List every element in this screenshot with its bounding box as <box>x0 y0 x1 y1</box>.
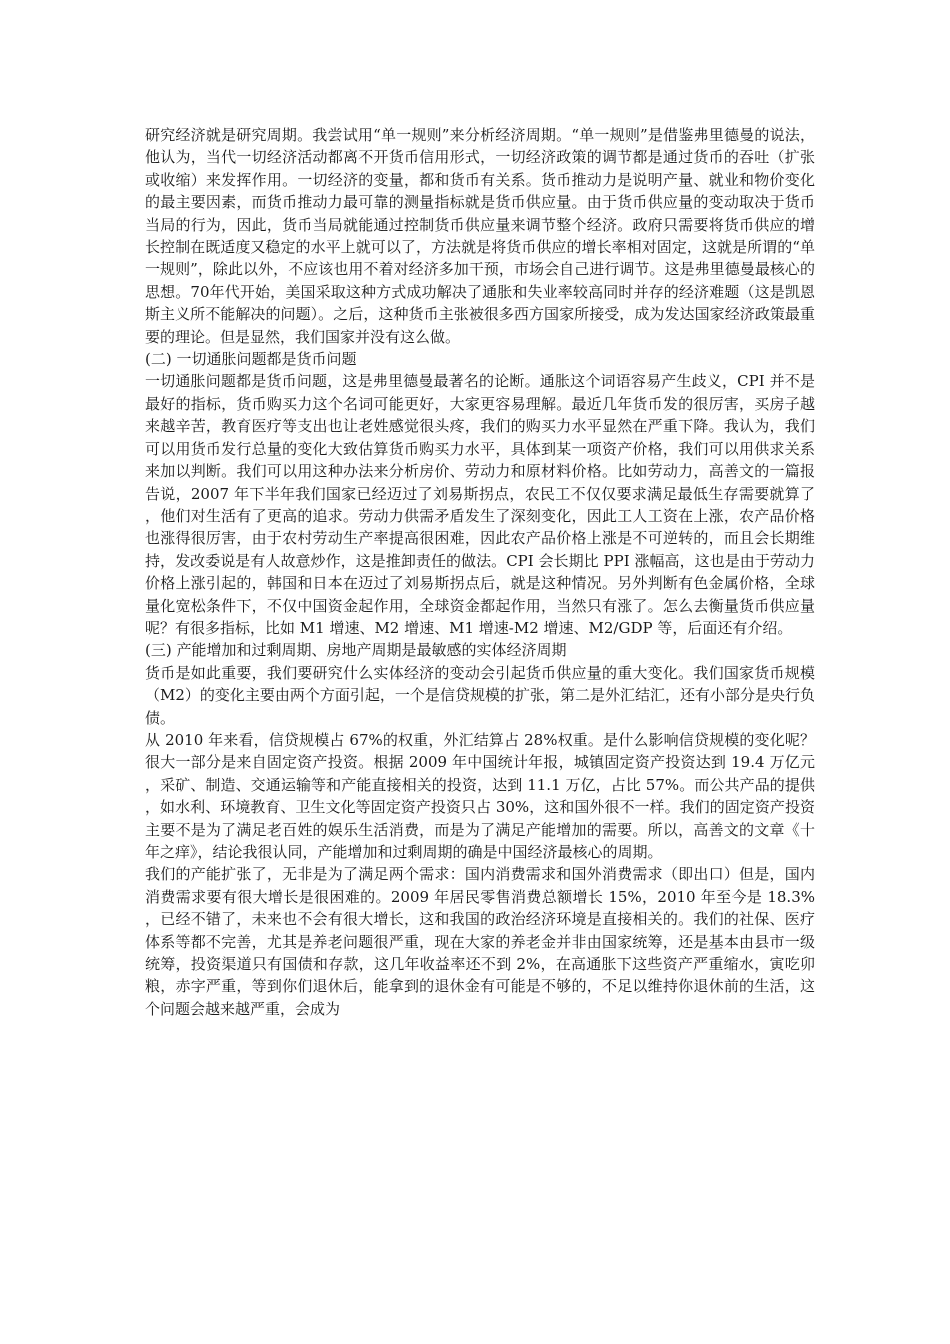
paragraph-intro: 研究经济就是研究周期。我尝试用“单一规则”来分析经济周期。“单一规则”是借鉴弗里德曼的说法，他认为，当代一切经济活动都离不开货币信用形式，一切经济政策的调节都是通过货币的吞吐（扩张或收缩）来发挥作用。一切经济的变量，都和货币有关系。货币推动力是说明产量、就业和物价变化的最主要因素，而货币推动力最可靠的测量指标就是货币供应量。由于货币供应量的变动取决于货币当局的行为，因此，货币当局就能通过控制货币供应量来调节整个经济。政府只需要将货币供应的增长控制在既适度又稳定的水平上就可以了，方法就是将货币供应的增长率相对固定，这就是所谓的“单一规则”，除此以外，不应该也用不着对经济多加干预，市场会自己进行调节。这是弗里德曼最核心的思想。70年代开始，美国采取这种方式成功解决了通胀和失业率较高同时并存的经济难题（这是凯恩斯主义所不能解决的问题）。之后，这种货币主张被很多西方国家所接受，成为发达国家经济政策最重要的理论。但是显然，我们国家并没有这么做。 <box>145 126 815 346</box>
paragraph-credit-scale: 从 2010 年来看，信贷规模占 67%的权重，外汇结算占 28%权重。是什么影响信贷规模的变化呢？很大一部分是来自固定资产投资。根据 2009 年中国统计年报，城镇固定资产投资达到 19.4 万亿元，采矿、制造、交通运输等和产能直接相关的投资，达到 11.1 万亿，占比 57%。而公共产品的提供，如水利、环境教育、卫生文化等固定资产投资只占 30%，这和国外很不一样。我们的固定资产投资主要不是为了满足老百姓的娱乐生活消费，而是为了满足产能增加的需要。所以，高善文的文章《十年之痒》，结论我很认同，产能增加和过剩周期的确是中国经济最核心的周期。 <box>145 730 815 861</box>
paragraph-capacity-demand: 我们的产能扩张了，无非是为了满足两个需求：国内消费需求和国外消费需求（即出口）但是，国内消费需求要有很大增长是很困难的。2009 年居民零售消费总额增长 15%，2010 年至今是 18.3%，已经不错了，未来也不会有很大增长，这和我国的政治经济环境是直接相关的。我们的社保、医疗体系等都不完善，尤其是养老问题很严重，现在大家的养老金并非由国家统筹，还是基本由县市一级统筹，投资渠道只有国债和存款，这几年收益率还不到 2%，在高通胀下这些资产严重缩水，寅吃卯粮，赤字严重，等到你们退休后，能拿到的退休金有可能是不够的，不足以维持你退休前的生活，这个问题会越来越严重，会成为 <box>145 865 815 1018</box>
document-body <box>145 124 815 1020</box>
section-heading-3: (三) 产能增加和过剩周期、房地产周期是最敏感的实体经济周期 <box>145 641 567 660</box>
paragraph-money-supply: 货币是如此重要，我们要研究什么实体经济的变动会引起货币供应量的重大变化。我们国家货币规模（M2）的变化主要由两个方面引起，一个是信贷规模的扩张，第二是外汇结汇，还有小部分是央行负债。 <box>145 663 815 727</box>
paragraph-inflation: 一切通胀问题都是货币问题，这是弗里德曼最著名的论断。通胀这个词语容易产生歧义，CPI 并不是最好的指标，货币购买力这个名词可能更好，大家更容易理解。最近几年货币发的很厉害，买房子越来越辛苦，教育医疗等支出也让老姓感觉很头疼，我们的购买力水平显然在严重下降。我认为，我们可以用货币发行总量的变化大致估算货币购买力水平，具体到某一项资产价格，我们可以用供求关系来加以判断。我们可以用这种办法来分析房价、劳动力和原材料价格。比如劳动力，高善文的一篇报告说，2007 年下半年我们国家已经迈过了刘易斯拐点，农民工不仅仅要求满足最低生存需要就算了，他们对生活有了更高的追求。劳动力供需矛盾发生了深刻变化，因此工人工资在上涨，农产品价格也涨得很厉害，由于农村劳动生产率提高很困难，因此农产品价格上涨是不可逆转的，而且会长期维持，发改委说是有人故意炒作，这是推卸责任的做法。CPI 会长期比 PPI 涨幅高，这也是由于劳动力价格上涨引起的，韩国和日本在迈过了刘易斯拐点后，就是这种情况。另外判断有色金属价格，全球量化宽松条件下，不仅中国资金起作用，全球资金都起作用，当然只有涨了。怎么去衡量货币供应量呢？有很多指标，比如 M1 增速、M2 增速、M1 增速-M2 增速、M2/GDP 等，后面还有介绍。 <box>145 372 815 637</box>
section-heading-2: (二) 一切通胀问题都是货币问题 <box>145 350 357 369</box>
